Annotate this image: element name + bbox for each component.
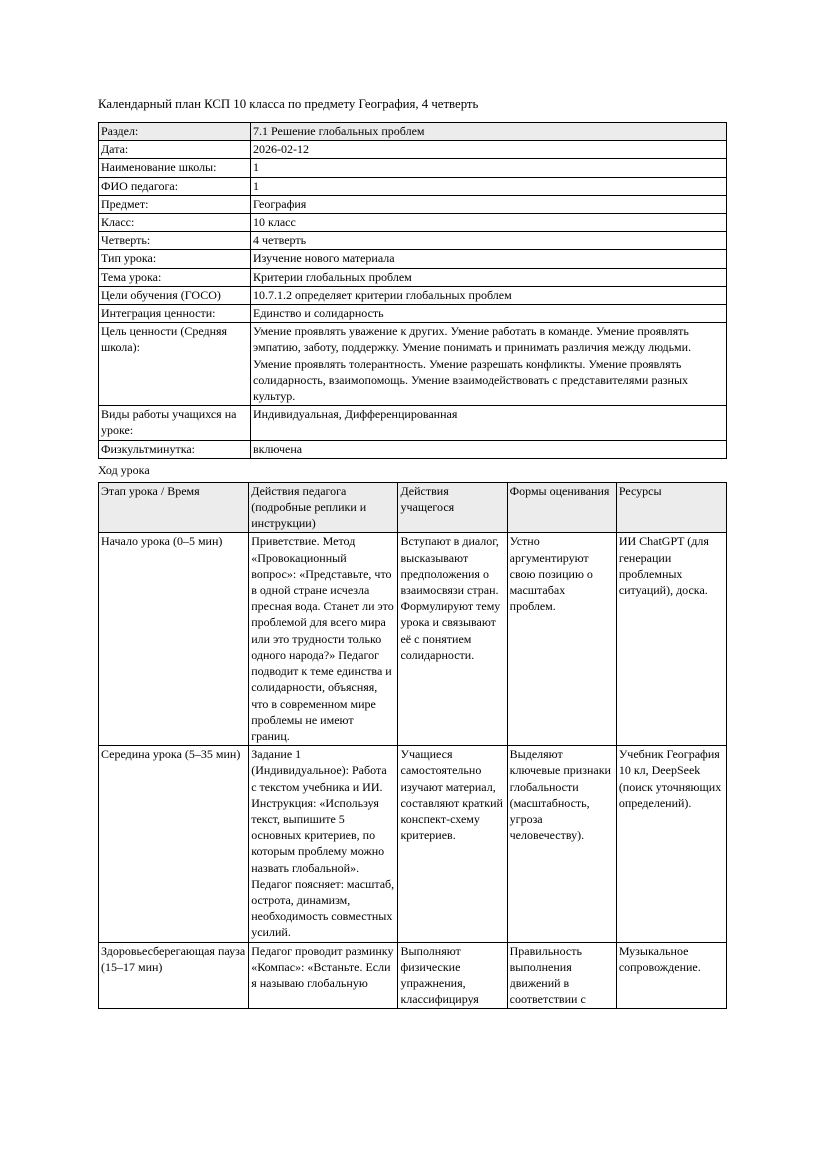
info-row-section xyxy=(99,123,727,141)
info-row-lesson-topic xyxy=(99,268,727,286)
info-label: Класс: xyxy=(99,214,251,232)
info-row-date xyxy=(99,141,727,159)
info-value: 7.1 Решение глобальных проблем xyxy=(251,123,727,141)
info-row-work-types xyxy=(99,406,727,440)
info-value: включена xyxy=(251,440,727,458)
info-row-values-integration xyxy=(99,305,727,323)
col-header-stage: Этап урока / Время xyxy=(99,482,249,533)
cell-student-actions: Учащиеся самостоятельно изучают материал, составляют краткий конспект-схему критериев. xyxy=(398,746,507,942)
info-value: 1 xyxy=(251,177,727,195)
lesson-flow-heading: Ход урока xyxy=(98,462,150,477)
lesson-info-table xyxy=(98,122,727,459)
info-value: Индивидуальная, Дифференцированная xyxy=(251,406,727,440)
info-value: 10.7.1.2 определяет критерии глобальных проблем xyxy=(251,286,727,304)
cell-student-actions: Вступают в диалог, высказывают предположения о взаимосвязи стран. Формулируют тему урока и связывают её с понятием солидарности. xyxy=(398,533,507,746)
info-row-values-goal xyxy=(99,323,727,406)
info-row-phys-minute xyxy=(99,440,727,458)
info-label: Предмет: xyxy=(99,195,251,213)
info-label: Физкультминутка: xyxy=(99,440,251,458)
lesson-flow-table xyxy=(98,482,727,1009)
col-header-assessment: Формы оценивания xyxy=(507,482,616,533)
info-value: 10 класс xyxy=(251,214,727,232)
info-value: Критерии глобальных проблем xyxy=(251,268,727,286)
info-row-quarter xyxy=(99,232,727,250)
cell-stage: Здоровьесберегающая пауза (15–17 мин) xyxy=(99,942,249,1008)
info-row-class xyxy=(99,214,727,232)
info-value: Единство и солидарность xyxy=(251,305,727,323)
info-row-lesson-type xyxy=(99,250,727,268)
info-row-teacher-name xyxy=(99,177,727,195)
info-label: Интеграция ценности: xyxy=(99,305,251,323)
info-value: 2026-02-12 xyxy=(251,141,727,159)
info-label: ФИО педагога: xyxy=(99,177,251,195)
info-value: Изучение нового материала xyxy=(251,250,727,268)
cell-assessment: Устно аргументируют свою позицию о масштабах проблем. xyxy=(507,533,616,746)
cell-stage: Начало урока (0–5 мин) xyxy=(99,533,249,746)
info-value: География xyxy=(251,195,727,213)
info-row-school xyxy=(99,159,727,177)
info-label: Дата: xyxy=(99,141,251,159)
lesson-row-health-pause xyxy=(99,942,727,1008)
lesson-table-header-row xyxy=(99,482,727,533)
info-row-subject xyxy=(99,195,727,213)
cell-assessment: Правильность выполнения движений в соответствии с xyxy=(507,942,616,1008)
page-content xyxy=(98,96,727,1009)
info-row-learning-goals xyxy=(99,286,727,304)
info-label: Раздел: xyxy=(99,123,251,141)
info-value: 1 xyxy=(251,159,727,177)
info-label: Тема урока: xyxy=(99,268,251,286)
cell-resources: ИИ ChatGPT (для генерации проблемных ситуаций), доска. xyxy=(616,533,726,746)
info-label: Четверть: xyxy=(99,232,251,250)
cell-student-actions: Выполняют физические упражнения, классифицируя xyxy=(398,942,507,1008)
cell-teacher-actions: Педагог проводит разминку «Компас»: «Встаньте. Если я называю глобальную xyxy=(249,942,398,1008)
lesson-row-middle xyxy=(99,746,727,942)
col-header-teacher-actions: Действия педагога (подробные реплики и инструкции) xyxy=(249,482,398,533)
info-label: Наименование школы: xyxy=(99,159,251,177)
lesson-row-start xyxy=(99,533,727,746)
col-header-resources: Ресурсы xyxy=(616,482,726,533)
cell-resources: Учебник География 10 кл, DeepSeek (поиск уточняющих определений). xyxy=(616,746,726,942)
cell-stage: Середина урока (5–35 мин) xyxy=(99,746,249,942)
info-value: Умение проявлять уважение к других. Умение работать в команде. Умение проявлять эмпатию, заботу, поддержку. Умение понимать и принимать различия между людьми. Умение проявлять толерантность. Умение разрешать конфликты. Умение проявлять солидарность, взаимопомощь. Умение взаимодействовать с представителями разных культур. xyxy=(251,323,727,406)
info-label: Виды работы учащихся на уроке: xyxy=(99,406,251,440)
document-title: Календарный план КСП 10 класса по предмету География, 4 четверть xyxy=(98,97,479,111)
info-label: Цель ценности (Средняя школа): xyxy=(99,323,251,406)
info-label: Цели обучения (ГОСО) xyxy=(99,286,251,304)
info-value: 4 четверть xyxy=(251,232,727,250)
cell-teacher-actions: Задание 1 (Индивидуальное): Работа с текстом учебника и ИИ. Инструкция: «Используя текст, выпишите 5 основных критериев, по которым проблему можно назвать глобальной». Педагог поясняет: масштаб, острота, динамизм, необходимость совместных усилий. xyxy=(249,746,398,942)
cell-assessment: Выделяют ключевые признаки глобальности (масштабность, угроза человечеству). xyxy=(507,746,616,942)
cell-resources: Музыкальное сопровождение. xyxy=(616,942,726,1008)
info-label: Тип урока: xyxy=(99,250,251,268)
cell-teacher-actions: Приветствие. Метод «Провокационный вопрос»: «Представьте, что в одной стране исчезла пресная вода. Станет ли это проблемой для всего мира или это трудности только одного народа?» Педагог подводит к теме единства и солидарности, объясняя, что в современном мире проблемы не имеют границ. xyxy=(249,533,398,746)
col-header-student-actions: Действия учащегося xyxy=(398,482,507,533)
